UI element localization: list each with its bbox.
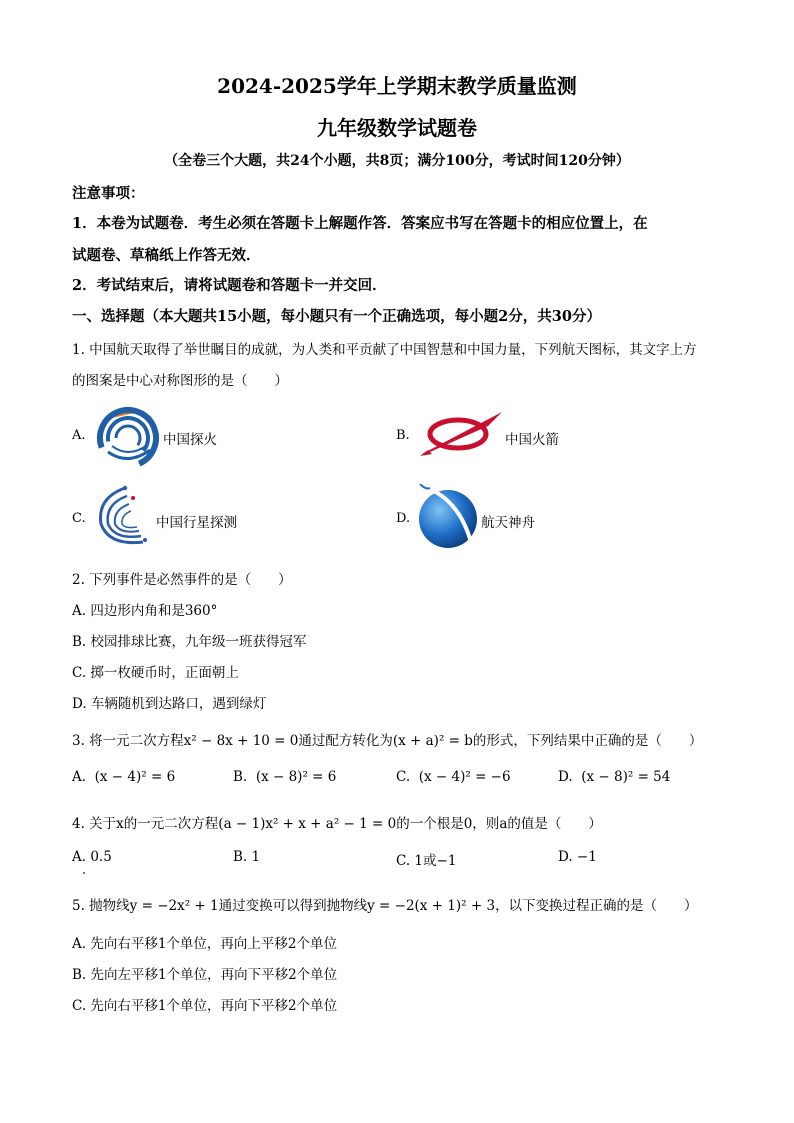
- q4-variable-a: a: [499, 816, 508, 832]
- q4-stem-part-c: 的一个根是0，则: [396, 816, 500, 832]
- q1-option-a-letter: A.: [72, 428, 86, 443]
- q1-option-c-label: 中国行星探测: [156, 515, 237, 531]
- q5-option-b: B. 先向左平移1个单位，再向下平移2个单位: [72, 967, 338, 983]
- q5-equation-1: y = −2x² + 1: [129, 898, 219, 914]
- q4-equation: (a − 1)x² + x + a² − 1 = 0: [218, 816, 397, 832]
- q4-option-d: D. −1: [558, 849, 597, 865]
- q2-option-b: B. 校园排球比赛，九年级一班获得冠军: [72, 634, 307, 650]
- q1-option-d-label: 航天神舟: [481, 515, 535, 531]
- q3-option-a-letter: A.: [72, 769, 87, 785]
- q2-option-d: D. 车辆随机到达路口，遇到绿灯: [72, 696, 267, 712]
- q3-stem-part-c: 的形式，下列结果中正确的是（ ）: [472, 733, 703, 749]
- q3-stem-part-b: 通过配方转化为: [298, 733, 393, 749]
- q5-stem-part-a: 5. 抛物线: [72, 898, 130, 914]
- notes-item-1-line-1: 1．本卷为试题卷．考生必须在答题卡上解题作答．答案应书写在答题卡的相应位置上，在: [72, 215, 648, 232]
- q3-equation: x² − 8x + 10 = 0: [183, 733, 299, 749]
- q5-option-c: C. 先向右平移1个单位，再向下平移2个单位: [72, 998, 338, 1014]
- q3-target-form: (x + a)² = b: [392, 733, 473, 749]
- exam-info: （全卷三个大题，共24个小题，共8页；满分100分，考试时间120分钟）: [164, 153, 630, 169]
- q1-option-b-letter: B.: [396, 428, 410, 443]
- stray-dot: [83, 872, 85, 874]
- q3-option-d-text: (x − 8)² = 54: [581, 769, 671, 785]
- exam-title: 2024-2025学年上学期末教学质量监测: [217, 74, 577, 98]
- q3-option-c: [396, 769, 511, 785]
- exam-subtitle: 九年级数学试题卷: [317, 116, 477, 140]
- q2-stem: 2. 下列事件是必然事件的是（ ）: [72, 572, 292, 588]
- q3-option-c-letter: C.: [396, 769, 411, 785]
- notes-heading: 注意事项：: [72, 185, 145, 202]
- q3-option-c-text: (x − 4)² = −6: [418, 769, 511, 785]
- q1-option-c-letter: C.: [72, 511, 86, 526]
- q3-option-b-letter: B.: [233, 769, 248, 785]
- q4-option-b: B. 1: [233, 849, 261, 865]
- q2-option-a: A. 四边形内角和是360°: [72, 603, 218, 619]
- q4-option-c: C. 1或−1: [396, 853, 457, 869]
- q1-option-d-letter: D.: [396, 511, 411, 526]
- rocket-logo-icon: [418, 408, 504, 458]
- q3-option-a: [72, 769, 175, 785]
- q3-stem: [72, 729, 702, 749]
- q3-option-a-text: (x − 4)² = 6: [94, 769, 176, 785]
- q3-option-b: [233, 769, 336, 785]
- q4-stem: [72, 812, 602, 832]
- q4-variable-x: x: [116, 816, 124, 832]
- notes-item-1-line-2: 试题卷、草稿纸上作答无效．: [72, 247, 261, 264]
- shenzhou-logo-icon: [416, 484, 480, 550]
- planetary-exploration-logo-icon: [95, 484, 155, 548]
- q4-stem-part-b: 的一元二次方程: [123, 816, 219, 832]
- q5-option-a: A. 先向右平移1个单位，再向上平移2个单位: [72, 936, 338, 952]
- notes-item-2: 2．考试结束后，请将试题卷和答题卡一并交回．: [72, 277, 387, 294]
- q5-stem-part-b: 通过变换可以得到抛物线: [218, 898, 368, 914]
- q5-equation-2: y = −2(x + 1)² + 3: [367, 898, 496, 914]
- q1-option-b-label: 中国火箭: [505, 432, 559, 448]
- q1-stem-line-1: 1. 中国航天取得了举世瞩目的成就，为人类和平贡献了中国智慧和中国力量，下列航天图标，其文字上方: [72, 342, 697, 358]
- q2-option-c: C. 掷一枚硬币时，正面朝上: [72, 665, 239, 681]
- section-1-heading: 一、选择题（本大题共15小题，每小题只有一个正确选项，每小题2分，共30分）: [72, 308, 601, 325]
- q3-option-d: [558, 769, 670, 785]
- q1-stem-line-2: 的图案是中心对称图形的是（ ）: [72, 373, 288, 389]
- q5-stem-part-c: ，以下变换过程正确的是（ ）: [495, 898, 698, 914]
- q4-option-a: A. 0.5: [72, 849, 112, 865]
- q3-option-d-letter: D.: [558, 769, 573, 785]
- q5-stem: [72, 894, 698, 914]
- q4-stem-part-a: 4. 关于: [72, 816, 117, 832]
- q3-option-b-text: (x − 8)² = 6: [255, 769, 337, 785]
- q1-option-a-label: 中国探火: [163, 432, 217, 448]
- q3-stem-part-a: 3. 将一元二次方程: [72, 733, 184, 749]
- mars-exploration-logo-icon: [94, 400, 162, 468]
- q4-stem-part-d: 的值是（ ）: [507, 816, 602, 832]
